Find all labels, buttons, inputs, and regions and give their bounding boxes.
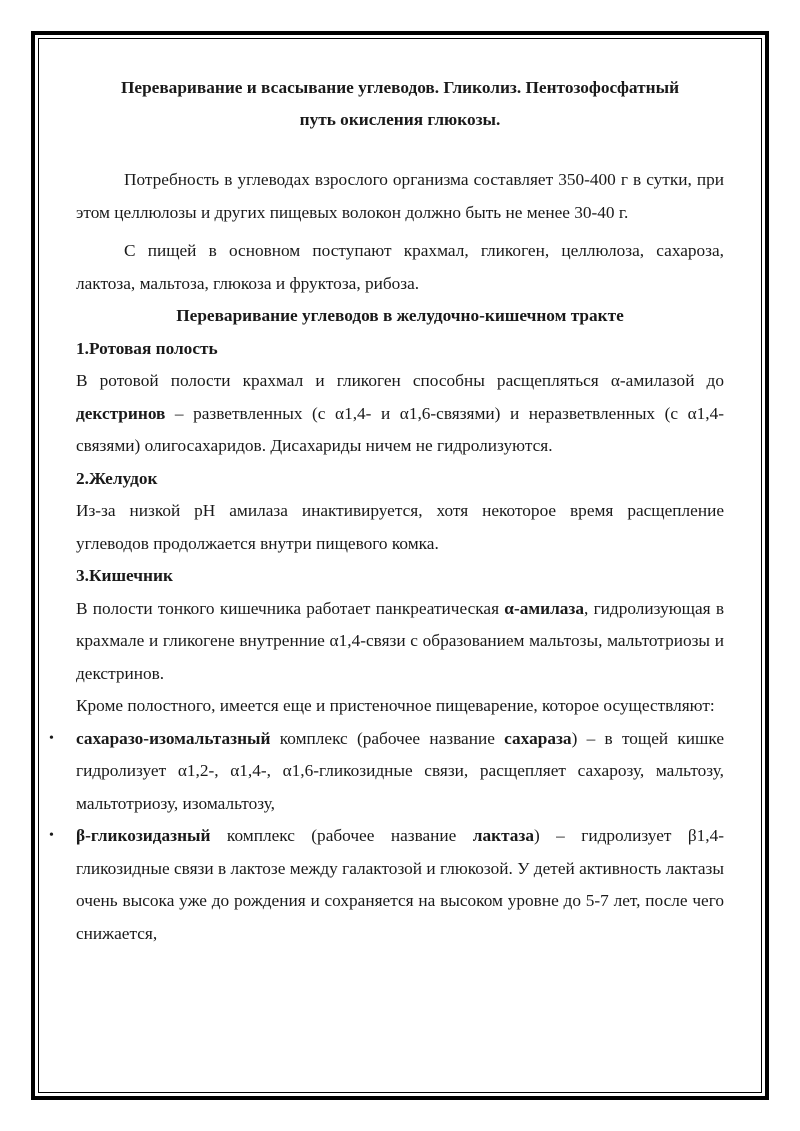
- text-span: , гидролизующая в крахмале и гликогене внутренние α1,4-связи с образованием мальтозы, мальтотриозы и декстринов.: [76, 598, 725, 683]
- text-span: В ротовой полости крахмал и гликоген способны расщепляться α-амилазой до: [76, 371, 724, 390]
- intro-paragraph-2: С пищей в основном поступают крахмал, гликоген, целлюлоза, сахароза, лактоза, мальтоза, глюкоза и фруктоза, рибоза.: [76, 241, 724, 293]
- text-span: ) – гидролизует β1,4-гликозидные связи в лактозе между галактозой и глюкозой. У детей активность лактазы очень высока уже до рождения и сохраняется на высоком уровне до 5-7 лет, после чего снижается,: [76, 826, 724, 943]
- paragraph-intestine: [76, 593, 724, 691]
- subheading-mouth: 1.Ротовая полость: [76, 338, 218, 358]
- term-alpha-amylase: α-амилаза: [504, 598, 584, 618]
- document-body: [49, 72, 725, 950]
- paragraph-stomach: Из-за низкой pH амилаза инактивируется, хотя некоторое время расщепление углеводов продолжается внутри пищевого комка.: [76, 501, 724, 553]
- bullet-icon: •: [49, 730, 54, 746]
- term-sucrase: сахараза: [504, 728, 572, 748]
- term-sucrase-isomaltase: сахаразо-изомальтазный: [76, 728, 271, 748]
- title-line-2: путь окисления глюкозы.: [299, 110, 501, 129]
- term-dextrins: декстринов: [76, 403, 166, 423]
- term-lactase: лактаза: [472, 826, 534, 845]
- text-span: комплекс (рабочее название: [210, 826, 473, 845]
- spacer: [76, 136, 724, 164]
- intro-paragraph-1: Потребность в углеводах взрослого организма составляет 350-400 г в сутки, при этом целлюлозы и других пищевых волокон должно быть не менее 30-40 г.: [76, 170, 724, 222]
- term-beta-glycosidase: β-гликозидазный: [76, 826, 211, 845]
- bullet-icon: •: [49, 828, 54, 843]
- text-span: – разветвленных (с α1,4- и α1,6-связями) и неразветвленных (с α1,4-связями) олигосахаридов. Дисахариды ничем не гидролизуются.: [76, 403, 724, 455]
- text-span: комплекс (рабочее название: [270, 728, 505, 748]
- subheading-stomach: 2.Желудок: [76, 468, 158, 488]
- list-item: [49, 723, 724, 821]
- paragraph-mouth: [76, 365, 724, 463]
- enzyme-list: [49, 723, 724, 951]
- text-span: В полости тонкого кишечника работает панкреатическая: [76, 598, 505, 618]
- subheading-intestine: 3.Кишечник: [76, 566, 173, 585]
- list-item: [49, 820, 724, 950]
- title-line-1: Переваривание и всасывание углеводов. Гликолиз. Пентозофосфатный: [120, 78, 680, 97]
- text-span: ) – в тощей кишке гидролизует α1,2-, α1,4-, α1,6-гликозидные связи, расщепляет сахарозу, мальтозу, мальтотриозу, изомальтозу,: [76, 728, 724, 813]
- document-title: [76, 72, 724, 136]
- section-heading: Переваривание углеводов в желудочно-кишечном тракте: [176, 306, 624, 325]
- paragraph-intestine-2: Кроме полостного, имеется еще и пристеночное пищеварение, которое осуществляют:: [76, 696, 715, 715]
